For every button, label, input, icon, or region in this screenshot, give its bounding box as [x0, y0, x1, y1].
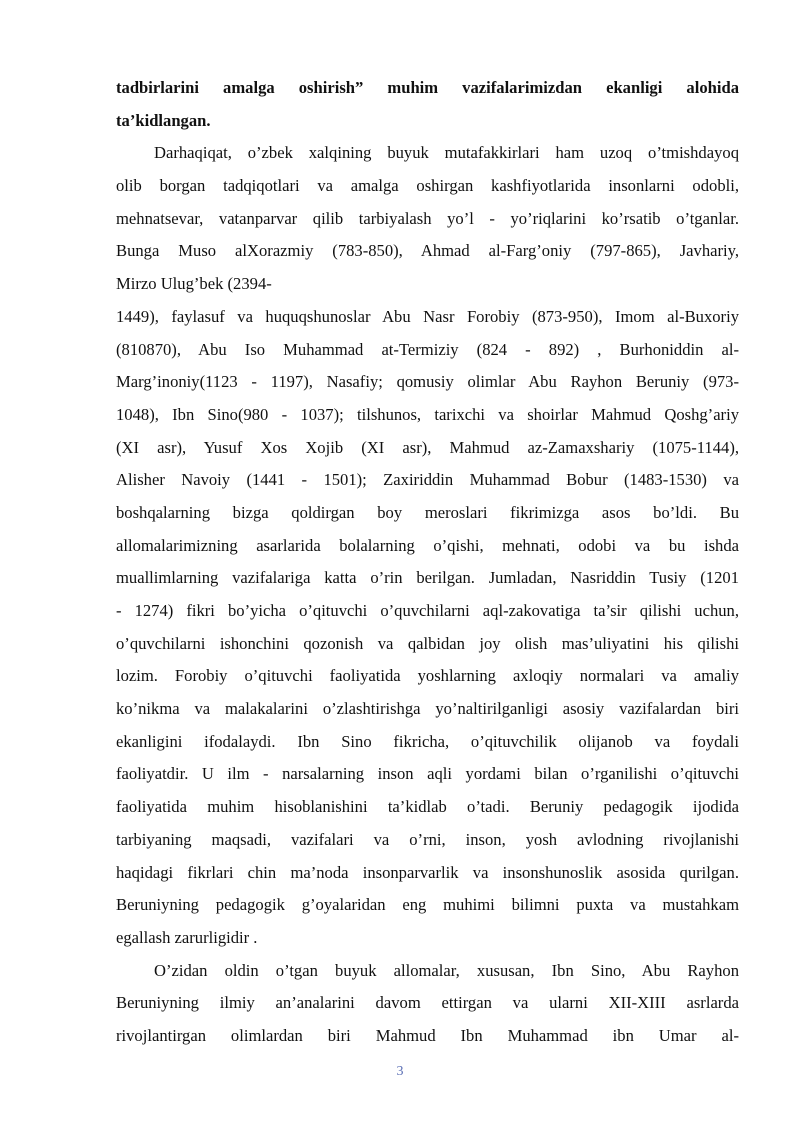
- text-line: muallimlarning vazifalariga katta o’rin berilgan. Jumladan, Nasriddin Tusiy (1201: [116, 568, 739, 588]
- text-line: mehnatsevar, vatanparvar qilib tarbiyalash yo’l - yo’riqlarini ko’rsatib o’tganlar.: [116, 208, 739, 228]
- text-line: rivojlantirgan olimlardan biri Mahmud Ibn Muhammad ibn Umar al-: [116, 1025, 739, 1045]
- text-line: lozim. Forobiy o’qituvchi faoliyatida yoshlarning axloqiy normalari va amaliy: [116, 666, 739, 686]
- text-line: O’zidan oldin o’tgan buyuk allomalar, xususan, Ibn Sino, Abu Rayhon: [154, 960, 739, 980]
- text-line: boshqalarning bizga qoldirgan boy meroslari fikrimizga asos bo’ldi. Bu: [116, 502, 739, 522]
- text-line: Alisher Navoiy (1441 - 1501); Zaxiriddin Muhammad Bobur (1483-1530) va: [116, 470, 739, 490]
- text-line: Mirzo Ulug’bek (2394-: [116, 274, 272, 294]
- text-line: faoliyatdir. U ilm - narsalarning inson aqli yordami bilan o’rganilishi o’qituvchi: [116, 764, 739, 784]
- text-line: 1449), faylasuf va huquqshunoslar Abu Nasr Forobiy (873-950), Imom al-Buxoriy: [116, 306, 739, 326]
- text-line: Bunga Muso alXorazmiy (783-850), Ahmad al-Farg’oniy (797-865), Javhariy,: [116, 241, 739, 261]
- text-line: tarbiyaning maqsadi, vazifalari va o’rni, inson, yosh avlodning rivojlanishi: [116, 829, 739, 849]
- text-line: ta’kidlangan.: [116, 110, 211, 130]
- text-line: Beruniyning pedagogik g’oyalaridan eng muhimi bilimni puxta va mustahkam: [116, 895, 739, 915]
- text-line: - 1274) fikri bo’yicha o’qituvchi o’quvchilarni aql-zakovatiga ta’sir qilishi uchun,: [116, 601, 739, 620]
- text-line: 1048), Ibn Sino(980 - 1037); tilshunos, tarixchi va shoirlar Mahmud Qoshg’ariy: [116, 404, 739, 424]
- text-line: ekanligini ifodalaydi. Ibn Sino fikricha, o’qituvchilik olijanob va foydali: [116, 731, 739, 751]
- text-line: tadbirlarini amalga oshirish” muhim vazifalarimizdan ekanligi alohida: [116, 78, 739, 97]
- page-number: 3: [396, 1064, 404, 1079]
- document-body: [116, 72, 739, 1053]
- text-line: allomalarimizning asarlarida bolalarning o’qishi, mehnati, odobi va bu ishda: [116, 535, 739, 555]
- text-line: Darhaqiqat, o’zbek xalqining buyuk mutafakkirlari ham uzoq o’tmishdayoq: [154, 143, 739, 163]
- text-line: (XI asr), Yusuf Xos Xojib (XI asr), Mahmud az-Zamaxshariy (1075-1144),: [116, 437, 739, 457]
- text-line: Beruniyning ilmiy an’analarini davom ettirgan va ularni XII-XIII asrlarda: [116, 993, 739, 1013]
- text-line: egallash zarurligidir .: [116, 927, 258, 947]
- text-line: o’quvchilarni ishonchini qozonish va qalbidan joy olish mas’uliyatini his qilishi: [116, 633, 739, 653]
- text-line: faoliyatida muhim hisoblanishini ta’kidlab o’tadi. Beruniy pedagogik ijodida: [116, 797, 739, 817]
- text-line: haqidagi fikrlari chin ma’noda insonparvarlik va insonshunoslik asosida qurilgan.: [116, 862, 739, 882]
- text-line: (810870), Abu Iso Muhammad at-Termiziy (824 - 892) , Burhoniddin al-: [116, 339, 739, 359]
- text-line: Marg’inoniy(1123 - 1197), Nasafiy; qomusiy olimlar Abu Rayhon Beruniy (973-: [116, 372, 739, 392]
- text-line: ko’nikma va malakalarini o’zlashtirishga yo’naltirilganligi asosiy vazifalardan biri: [116, 699, 739, 719]
- text-line: olib borgan tadqiqotlari va amalga oshirgan kashfiyotlarida insonlarni odobli,: [116, 176, 739, 196]
